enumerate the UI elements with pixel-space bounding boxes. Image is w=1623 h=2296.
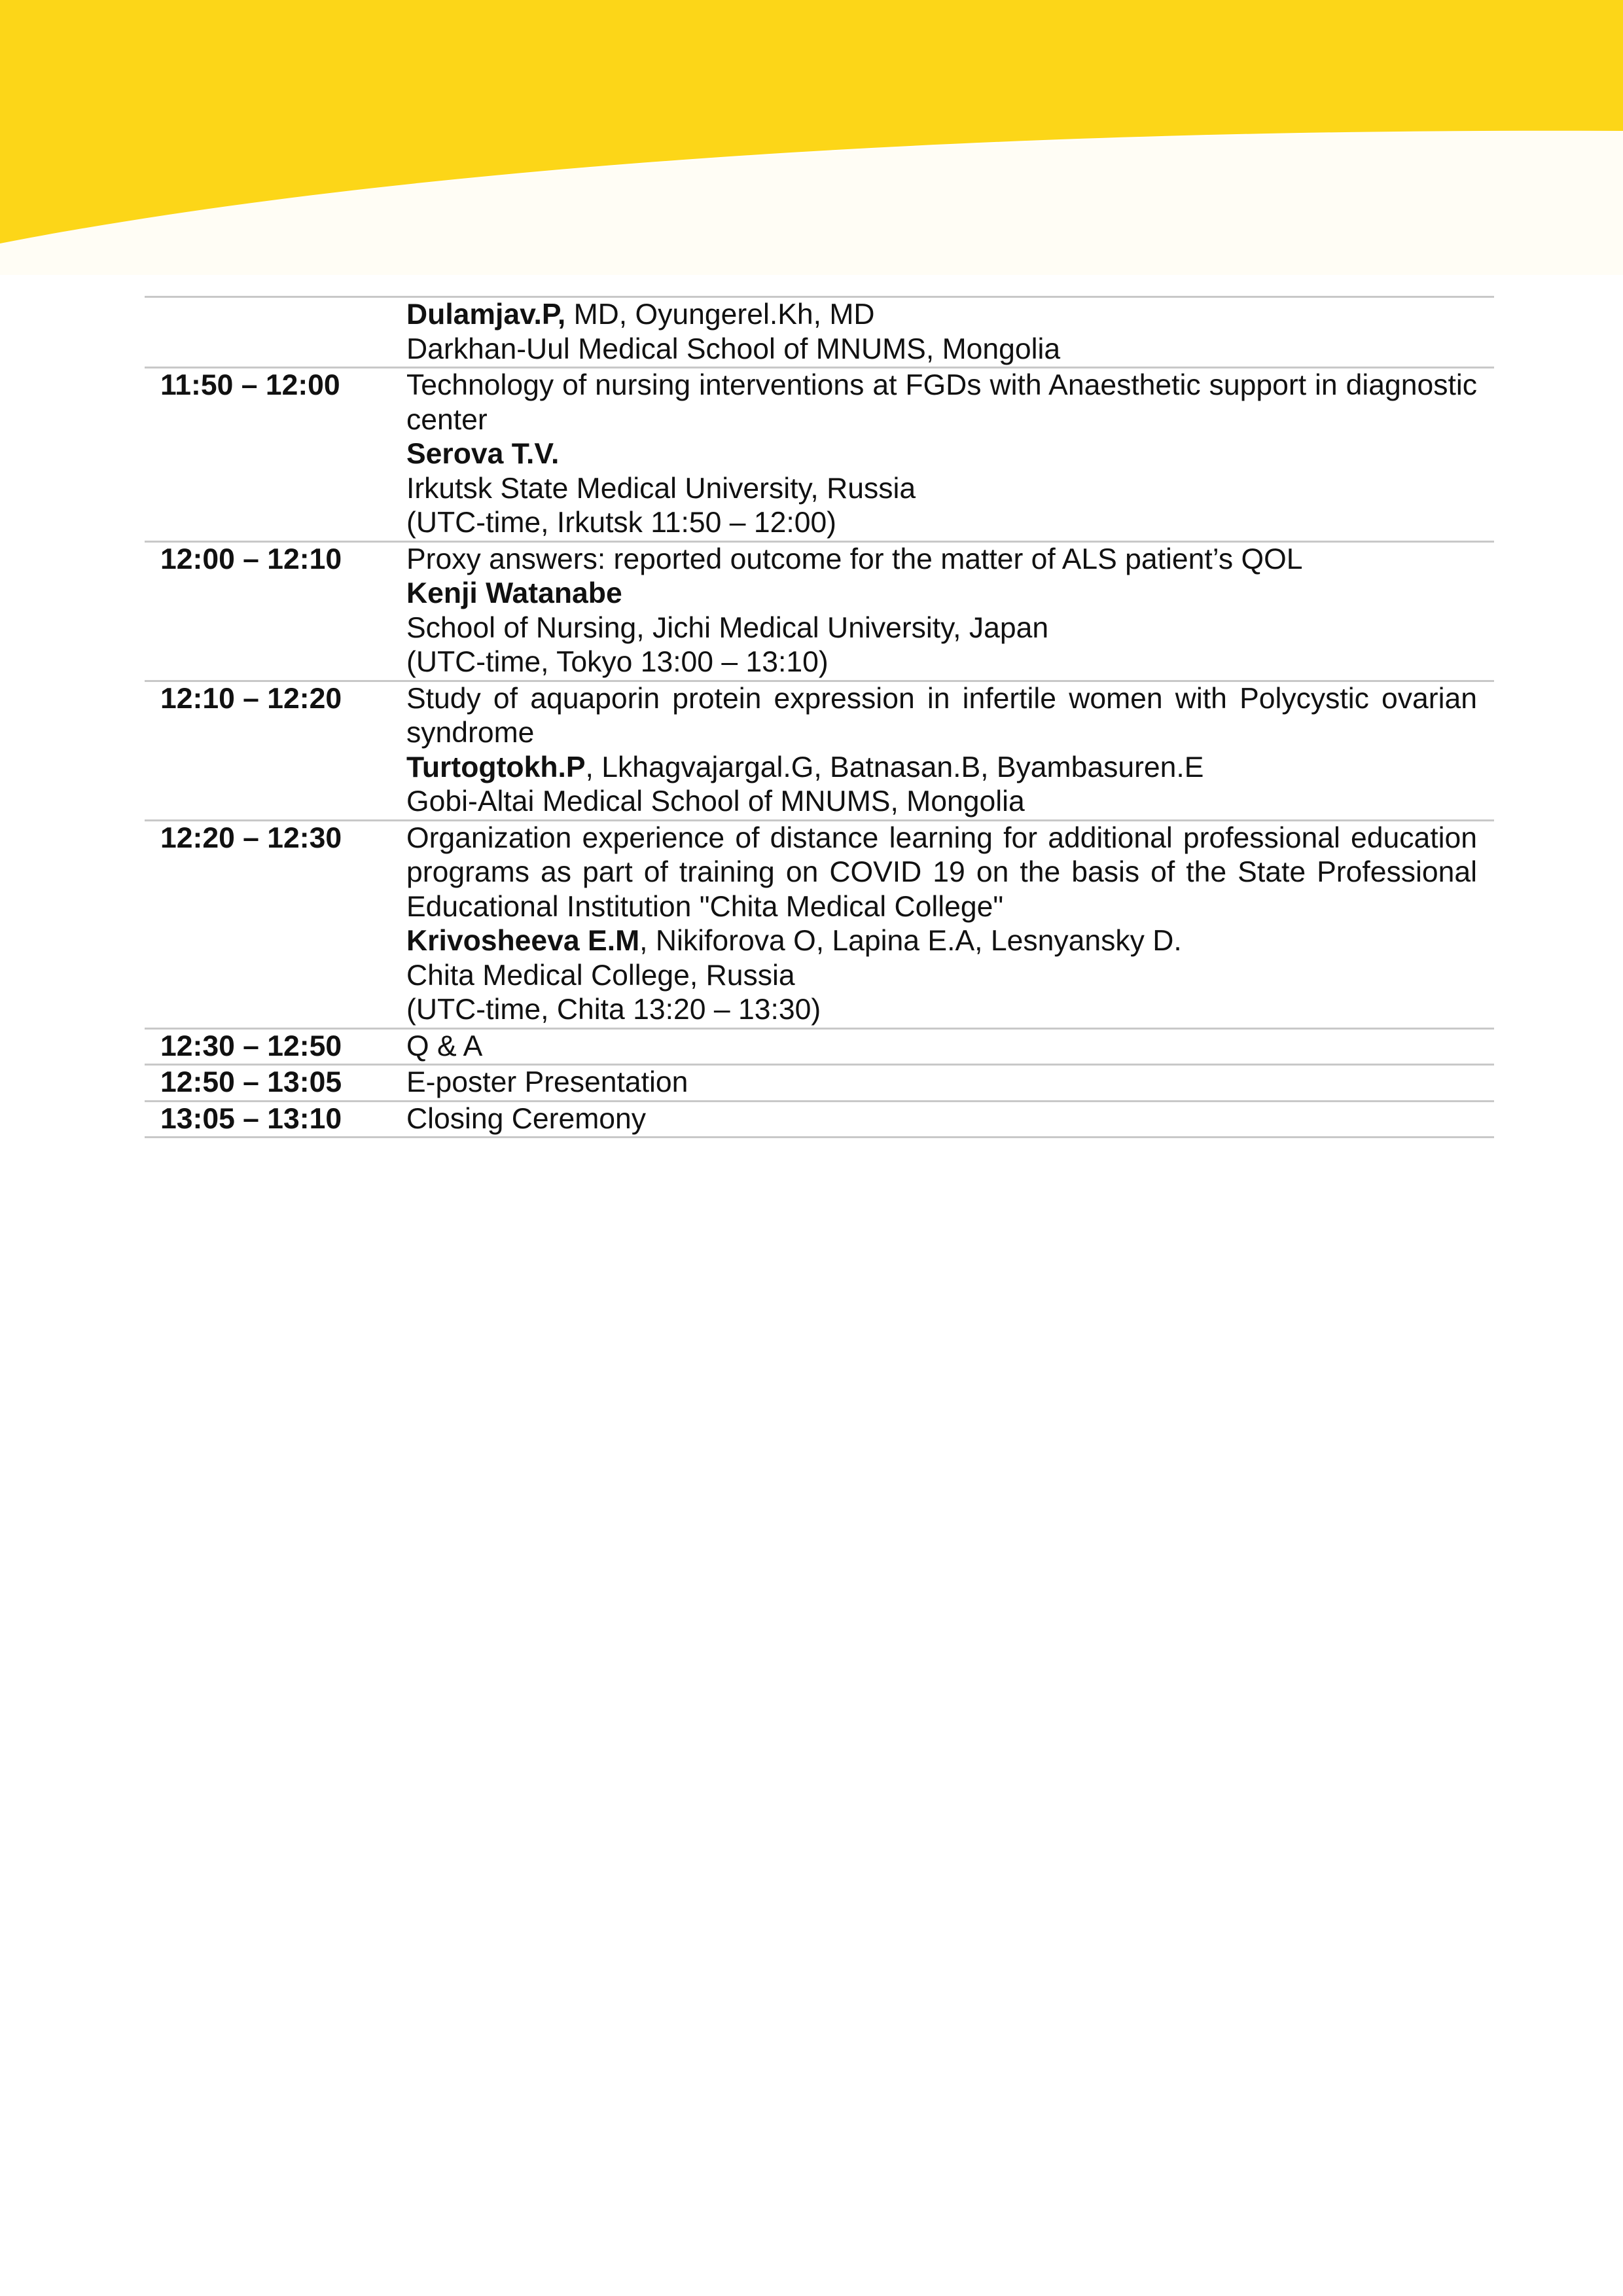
session-details — [406, 1030, 1477, 1064]
lead-author: Krivosheeva E.M — [406, 925, 640, 957]
lead-author: Dulamjav.P, — [406, 298, 566, 331]
utc-time: (UTC-time, Chita 13:20 – 13:30) — [406, 994, 821, 1026]
presentation-title: Proxy answers: reported outcome for the matter of ALS patient’s QOL — [406, 543, 1303, 575]
institution: School of Nursing, Jichi Medical University, Japan — [406, 611, 1049, 644]
authors — [406, 298, 1477, 332]
presentation-title: Study of aquaporin protein expression in infertile women with Polycystic ovarian syndrome — [406, 682, 1477, 749]
session-title: Q & A — [406, 1030, 483, 1062]
co-authors: , Lkhagvajargal.G, Batnasan.B, Byambasuren.E — [585, 751, 1204, 783]
table-row — [145, 1102, 1494, 1139]
time-slot: 12:10 – 12:20 — [160, 682, 342, 715]
lead-author: Serova T.V. — [406, 438, 560, 470]
lead-author: Turtogtokh.P — [406, 751, 586, 783]
institution: Chita Medical College, Russia — [406, 959, 795, 992]
table-row — [145, 298, 1494, 368]
institution: Darkhan-Uul Medical School of MNUMS, Mongolia — [406, 332, 1061, 365]
table-row — [145, 821, 1494, 1030]
session-details — [406, 368, 1477, 541]
authors — [406, 751, 1477, 785]
session-details — [406, 821, 1477, 1028]
session-details — [406, 1066, 1477, 1100]
utc-time: (UTC-time, Tokyo 13:00 – 13:10) — [406, 646, 829, 678]
time-slot: 12:30 – 12:50 — [160, 1030, 342, 1062]
session-title: Closing Ceremony — [406, 1102, 647, 1135]
time-slot — [145, 298, 406, 367]
header-wave-decoration — [0, 0, 1623, 275]
table-row — [145, 682, 1494, 821]
time-slot: 12:50 – 13:05 — [160, 1066, 342, 1098]
institution: Irkutsk State Medical University, Russia — [406, 472, 916, 505]
co-authors: , Nikiforova O, Lapina E.A, Lesnyansky D. — [639, 925, 1182, 957]
session-title: E-poster Presentation — [406, 1066, 688, 1098]
time-slot: 12:20 – 12:30 — [160, 821, 342, 854]
session-details — [406, 1102, 1477, 1137]
session-details — [406, 682, 1477, 819]
presentation-title: Organization experience of distance learning for additional professional education programs as part of training on COVID 19 on the basis of the State Professional Educational Institution "Chita Medical College" — [406, 821, 1477, 923]
institution: Gobi-Altai Medical School of MNUMS, Mongolia — [406, 785, 1025, 817]
table-row — [145, 1030, 1494, 1066]
time-slot: 11:50 – 12:00 — [160, 369, 340, 401]
table-row — [145, 543, 1494, 682]
authors — [406, 924, 1477, 959]
session-details — [406, 543, 1477, 680]
schedule-table — [145, 296, 1494, 1138]
session-details — [406, 298, 1477, 367]
utc-time: (UTC-time, Irkutsk 11:50 – 12:00) — [406, 507, 837, 539]
table-row — [145, 1066, 1494, 1102]
presentation-title: Technology of nursing interventions at FGDs with Anaesthetic support in diagnostic center — [406, 369, 1477, 436]
lead-author: Kenji Watanabe — [406, 577, 622, 609]
time-slot: 13:05 – 13:10 — [160, 1102, 342, 1135]
time-slot: 12:00 – 12:10 — [160, 543, 342, 575]
co-authors: MD, Oyungerel.Kh, MD — [565, 298, 875, 331]
table-row — [145, 368, 1494, 543]
